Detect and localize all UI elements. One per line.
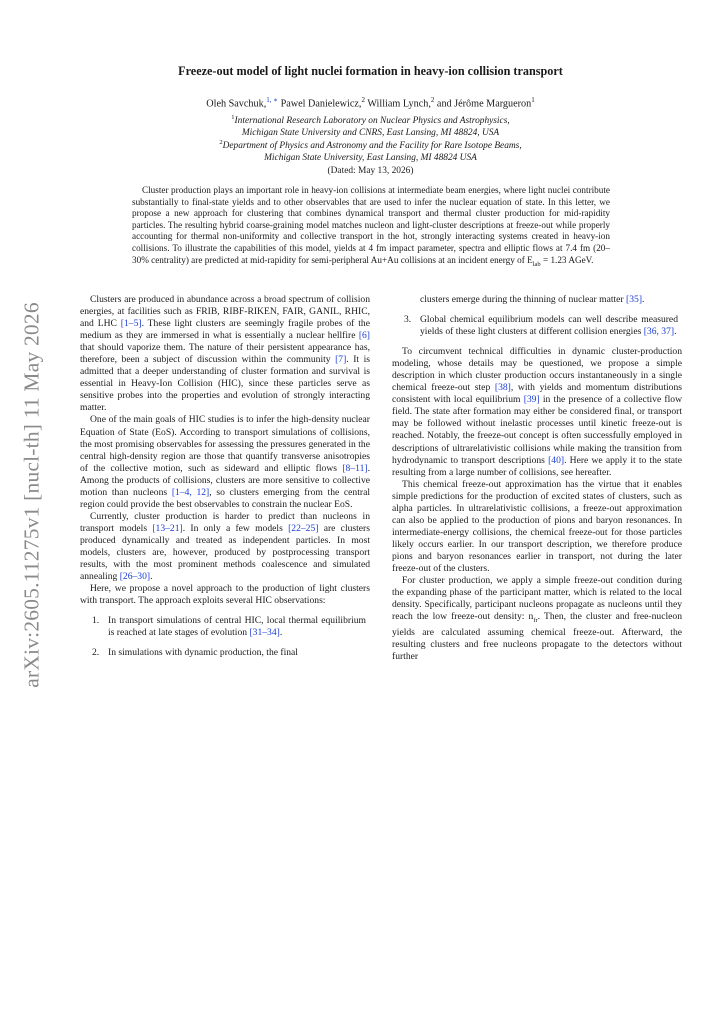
citation-link[interactable]: [38] <box>494 382 511 394</box>
paragraph: Clusters are produced in abundance across a broad spectrum of collision energies, at facilities such as FRIB, RIBF-RIKEN, FAIR, GANIL, RHIC, and LHC [1–5]. These light clusters are seemingly fragile probes of the medium as they are immersed in what is essentially a nuclear hellfire [6] that should vaporize them. The nature of their persistent appearance has, therefore, been a subject of discussion within the community [7]. It is admitted that a deeper understanding of cluster formation and survival is essential in Heavy-Ion Collision (HIC), since these particles serve as sensitive probes into the properties and evolution of strongly interacting matter. <box>80 294 370 414</box>
abstract: Cluster production plays an important role in heavy-ion collisions at intermediate beam energies, where light nuclei contribute substantially to final-state yields and to other observables that are used to infer the nuclear equation of state. In this letter, we propose a new approach for clustering that combines dynamical transport and thermal cluster production for mid-rapidity particles. The resulting hybrid coarse-graining model matches nucleon and light-cluster descriptions at freeze-out while properly accounting for thermal non-uniformity and collective transport in the hot, strongly interacting systems created in heavy-ion collisions. To illustrate the capabilities of this model, yields at 4 fm impact parameter, spectra and elliptic flows at 7.4 fm (20–30% centrality) are predicted at mid-rapidity for semi-peripheral Au+Au collisions at an incident energy of $E_{lab} = 1.23$ AGeV. <box>132 185 610 268</box>
author-list <box>60 96 681 109</box>
affiliation-mark[interactable]: 1, ∗ <box>266 96 279 104</box>
paragraph: This chemical freeze-out approximation has the virtue that it enables simple predictions for the production of excited states of clusters, such as alpha particles. In ultrarelativistic collisions, a freeze-out approximation can also be applied to the production of pions and baryon resonances. In intermediate-energy collisions, the chemical freeze-out for those particles likely occurs earlier. In our transport description, we therefore produce pions and baryon resonances earlier in transport, not during the later freeze-out of the clusters. <box>392 478 682 574</box>
citation-link[interactable]: [26–30] <box>119 571 151 583</box>
dated-line: (Dated: May 13, 2026) <box>327 166 414 176</box>
citation-link[interactable]: [22–25] <box>288 522 319 534</box>
paper-title: Freeze-out model of light nuclei formation in heavy-ion collision transport <box>178 64 563 78</box>
citation-link[interactable]: [8–11] <box>342 462 368 474</box>
paragraph: For cluster production, we apply a simple freeze-out condition during the expanding phase of the participant matter, which is related to the local density. Specifically, participant nucleons propagate as nucleons until they reach the low freeze-out density: $n_{fr}$. Then, the cluster and free-nucleon yields are calculated assuming chemical freeze-out. Afterward, the resulting clusters and free nucleons propagate to the detectors without further <box>392 575 682 663</box>
paragraph: Currently, cluster production is harder to predict than nucleons in transport models [13–21]. In only a few models [22–25] are clusters produced dynamically and treated as independent particles. In most models, clusters are, however, produced by postprocessing transport results, with the most prominent methods coalescence and simulated annealing [26–30]. <box>80 510 370 583</box>
author-name: and Jérôme Margueron <box>434 98 532 110</box>
affiliation-mark: 2 <box>430 96 435 104</box>
affiliation-1: $^1$International Research Laboratory on Nuclear Physics and Astrophysics, Michigan State University and CNRS, East Lansing, MI 48824, USA <box>231 114 510 138</box>
arxiv-identifier: arXiv:2605.11275v1 [nucl-th] 11 May 2026 <box>19 302 44 688</box>
author-name: Pawel Danielewicz, <box>278 98 362 110</box>
citation-link[interactable]: [35] <box>626 294 643 305</box>
citation-link[interactable]: [36, 37] <box>643 326 675 338</box>
citation-link[interactable]: [39] <box>523 394 540 406</box>
citation-link[interactable]: [7] <box>335 354 347 366</box>
observation-list <box>80 615 370 659</box>
affiliation-mark: 2 <box>361 96 365 104</box>
citation-link[interactable]: [6] <box>358 330 370 342</box>
list-item: 2. In simulations with dynamic production, the final <box>92 647 298 659</box>
list-item: 1. In transport simulations of central HIC, local thermal equilibrium is reached at late stages of evolution [31–34]. <box>92 615 366 639</box>
citation-link[interactable]: [13–21] <box>152 522 183 534</box>
observation-list-continued <box>392 294 682 338</box>
affiliation-2: $^2$Department of Physics and Astronomy and the Facility for Rare Isotope Beams, Michigan State University, East Lansing, MI 48824 USA <box>219 139 522 163</box>
list-item: clusters emerge during the thinning of nuclear matter [35]. <box>420 294 645 305</box>
paragraph: One of the main goals of HIC studies is to infer the high-density nuclear Equation of State (EoS). According to transport simulations of collisions, the most promising observables for assessing the pressures generated in the central high-density region are those that quantify transverse anisotropies of the collective motion, such as sideward and elliptic flows [8–11]. Among the products of collisions, clusters are more sensitive to collective motion than nucleons [1–4, 12], so clusters emerging from the central region could provide the best observables to constrain the nuclear EoS. <box>80 414 371 510</box>
citation-link[interactable]: [40] <box>548 454 565 466</box>
author-name: Oleh Savchuk, <box>206 98 267 110</box>
citation-link[interactable]: [1–5] <box>120 318 142 330</box>
list-item: 3. Global chemical equilibrium models can well describe measured yields of these light clusters at different collision energies [36, 37]. <box>404 314 678 338</box>
arxiv-sidebar <box>14 280 50 710</box>
author-name: William Lynch, <box>364 98 431 110</box>
citation-link[interactable]: [31–34] <box>249 627 280 639</box>
affiliation-mark: 1 <box>531 96 535 104</box>
left-column <box>80 294 370 659</box>
paragraph: Here, we propose a novel approach to the production of light clusters with transport. The approach exploits several HIC observations: <box>80 583 370 607</box>
right-column <box>392 294 682 663</box>
citation-link[interactable]: [1–4, 12] <box>171 486 210 498</box>
paragraph: To circumvent technical difficulties in dynamic cluster-production modeling, whose details may be questioned, we propose a simple description in which cluster production occurs instantaneously in a single chemical freeze-out step [38], with yields and momentum distributions consistent with local equilibrium [39] in the presence of a collective flow field. The state after formation may either be considered final, or transport may be followed without inelastic processes until kinetic freeze-out is reached. Notably, the freeze-out concept is often successfully employed in descriptions of ultrarelativistic collisions while making the transition from hydrodynamic to transport descriptions [40]. Here we apply it to the state resulting from a large number of collisions, see hereafter. <box>392 346 682 478</box>
